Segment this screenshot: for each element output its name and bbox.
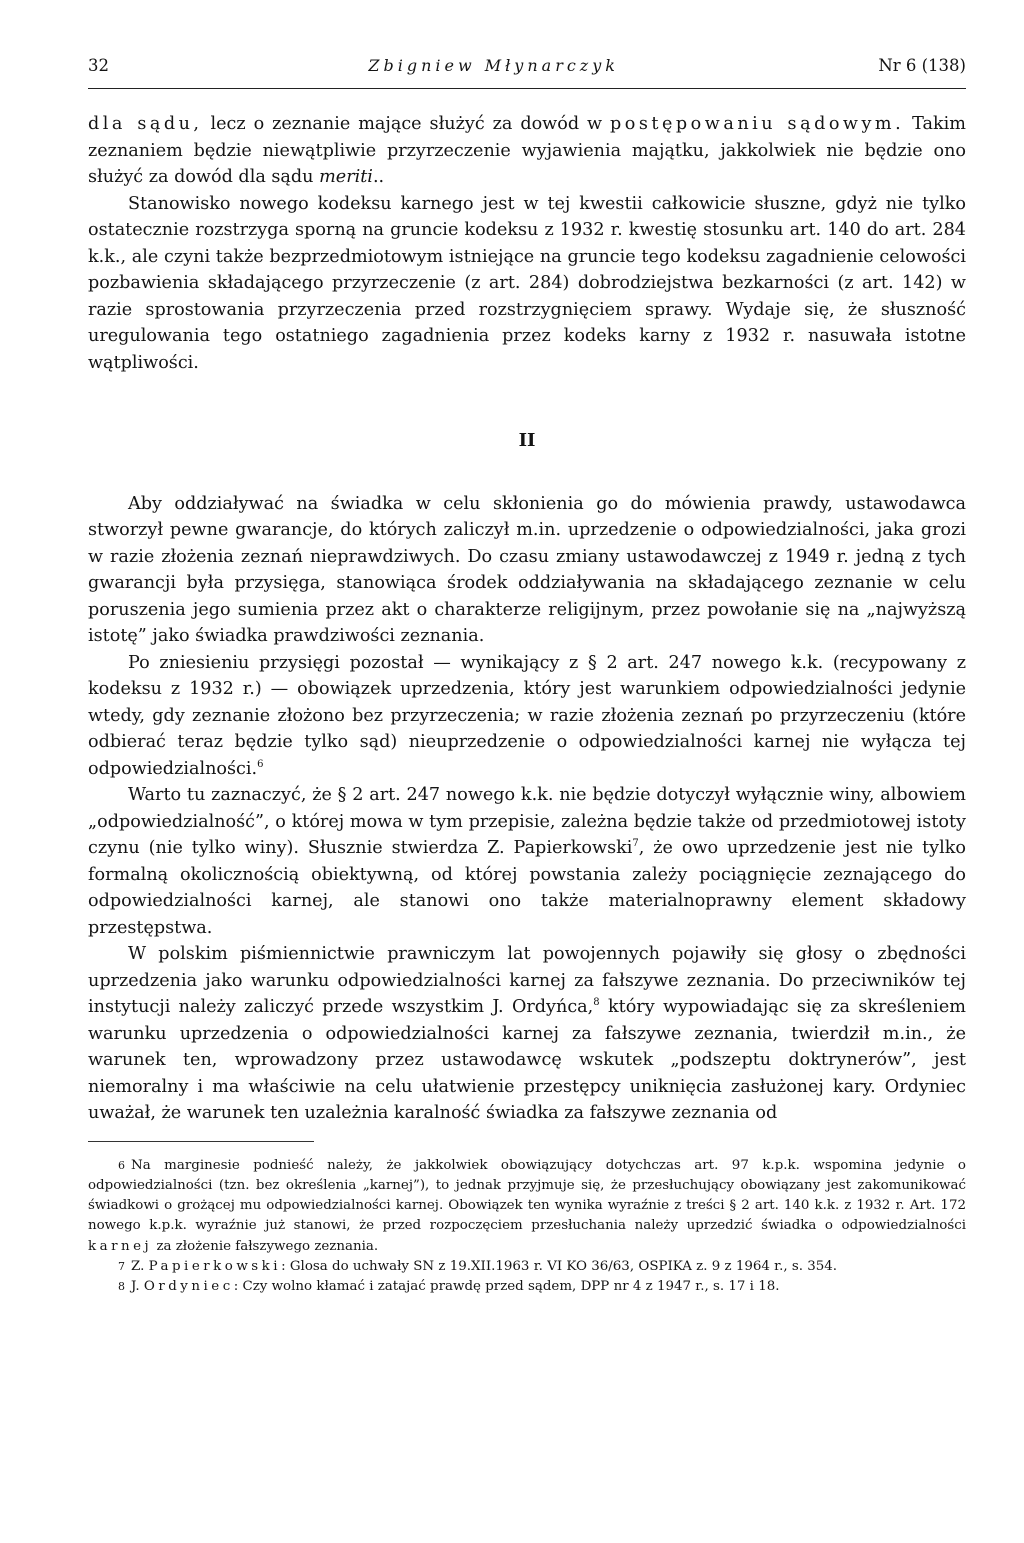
text-run: : Glosa do uchwały SN z 19.XII.1963 r. VI KO 36/63, OSPIKA z. 9 z 1964 r., s. 354.	[281, 1258, 838, 1274]
text-run: Takim zeznaniem będzie niewątpliwie przyrzeczenie wyjawienia majątku, jakkolwiek nie będzie ono służyć za dowód dla sądu	[88, 114, 966, 187]
footnote-rule	[88, 1141, 314, 1142]
running-title: Zbigniew Młynarczyk	[368, 56, 619, 75]
text-run: W polskim piśmiennictwie prawniczym lat powojennych pojawiły się głosy o zbędności uprzedzenia jako warunku odpowiedzialności karnej za fałszywe zeznania. Do przeciwników tej instytucji należy zaliczyć przede wszystkim J. Ordyńca,	[88, 944, 966, 1017]
text-run: Z.	[131, 1258, 149, 1274]
header-rule	[88, 88, 966, 89]
text-run: Po zniesieniu przysięgi pozostał — wynikający z § 2 art. 247 nowego k.k. (recypowany z kodeksu z 1932 r.) — obowiązek uprzedzenia, który jest warunkiem odpowiedzialności jedynie wtedy, gdy zeznanie złożono bez przyrzeczenia; w razie złożenia zeznań po przyrzeczeniu (które odbierać teraz będzie tylko sąd) nieuprzedzenie o odpowiedzialności karnej nie wyłącza tej odpowiedzialności.	[88, 652, 966, 779]
author-name: Papierkowski	[148, 1258, 282, 1274]
section-heading: II	[518, 430, 536, 451]
footnotes	[88, 1156, 966, 1298]
footnote-6	[88, 1156, 966, 1257]
footnote-8	[88, 1277, 966, 1297]
text-run: który wypowiadając się za skreśleniem warunku uprzedzenia o odpowiedzialności karnej za fałszywe zeznania, twierdził m.in., że warunek ten, wprowadzony przez ustawodawcę wskutek „podszeptu doktrynerów”, jest niemoralny i ma właściwie na celu ułatwienie przestępcy uniknięcia zasłużonej kary. Ordyniec uważał, że warunek ten uzależnia karalność świadka za fałszywe zeznania od	[88, 997, 966, 1123]
footnote-marker: 6	[257, 758, 264, 770]
text-run: lecz o zeznanie mające służyć za dowód w	[202, 114, 611, 134]
footnote-marker: 8	[593, 997, 600, 1009]
spaced-text: karnej	[88, 1238, 153, 1254]
text-run: ..	[372, 167, 385, 187]
footnote-number: 7	[118, 1259, 125, 1273]
footnote-marker: 7	[632, 838, 639, 850]
text-run: J.	[131, 1279, 144, 1295]
paragraph: Stanowisko nowego kodeksu karnego jest w tej kwestii całkowicie słuszne, gdyż nie tylko ostatecznie rozstrzyga sporną na gruncie kodeksu z 1932 r. kwestię stosunku art. 140 do art. 284 k.k., ale czyni także bezprzedmiotowym istniejące na gruncie tego kodeksu zagadnienie celowości pozbawienia składającego przyrzeczenie (z art. 284) dobrodziejstwa bezkarności (z art. 142) w razie sprostowania przyrzeczenia przed rozstrzygnięciem sprawy. Wydaje się, że słuszność uregulowania tego ostatniego zagadnienia przez kodeks karny z 1932 r. nasuwała istotne wątpliwości.	[88, 193, 966, 373]
paragraph: Aby oddziaływać na świadka w celu skłonienia go do mówienia prawdy, ustawodawca stworzył pewne gwarancje, do których zaliczył m.in. uprzedzenie o odpowiedzialności, jaka grozi w razie złożenia zeznań nieprawdziwych. Do czasu zmiany ustawodawczej z 1949 r. jedną z tych gwarancji była przysięga, stanowiąca środek oddziaływania na składającego zeznanie w celu poruszenia jego sumienia przez akt o charakterze religijnym, przez powołanie się na „najwyższą istotę” jako świadka prawdziwości zeznania.	[88, 493, 966, 646]
spaced-text: dla sądu,	[88, 114, 203, 134]
paragraph	[88, 650, 966, 783]
main-text	[88, 111, 966, 1127]
text-run: Warto tu zaznaczyć, że § 2 art. 247 nowego k.k. nie będzie dotyczył wyłącznie winy, albowiem „odpowiedzialność”, o której mowa w tym przepisie, zależna będzie także od przedmiotowej istoty czynu (nie tylko winy). Słusznie stwierdza Z. Papierkowski	[88, 785, 966, 858]
footnote-number: 6	[118, 1158, 125, 1172]
footnote-7	[88, 1257, 966, 1277]
text-run: , że owo uprzedzenie jest nie tylko formalną okolicznością obiektywną, od której powstania zależy pociągnięcie zeznającego do odpowiedzialności karnej, ale stanowi ono także materialnoprawny element składowy przestępstwa.	[88, 838, 966, 938]
page-number: 32	[88, 56, 109, 75]
text-run: za złożenie fałszywego zeznania.	[152, 1238, 379, 1254]
footnote-number: 8	[118, 1280, 125, 1294]
italic-term: meriti	[319, 167, 373, 187]
text-run: Na marginesie podnieść należy, że jakkolwiek obowiązujący dotychczas art. 97 k.p.k. wspomina jedynie o odpowiedzialności (tzn. bez określenia „karnej”), to jednak przyjmuje się, że przesłuchujący obowiązany jest zakomunikować świadkowi o grożącej mu odpowiedzialności karnej. Obowiązek ten wynika wyraźnie z treści § 2 art. 140 k.k. z 1932 r. Art. 172 nowego k.p.k. wyraźnie już stanowi, że przed rozpoczęciem przesłuchania należy uprzedzić świadka o odpowiedzialności	[88, 1157, 966, 1234]
paragraph	[88, 782, 966, 941]
paragraph-continued	[88, 111, 966, 191]
paragraph	[88, 941, 966, 1127]
spaced-text: postępowaniu sądowym.	[610, 114, 905, 134]
page-header	[88, 56, 966, 80]
text-run: : Czy wolno kłamać i zatajać prawdę przed sądem, DPP nr 4 z 1947 r., s. 17 i 18.	[233, 1279, 780, 1295]
author-name: Ordyniec	[143, 1279, 234, 1295]
issue-number: Nr 6 (138)	[878, 56, 966, 75]
